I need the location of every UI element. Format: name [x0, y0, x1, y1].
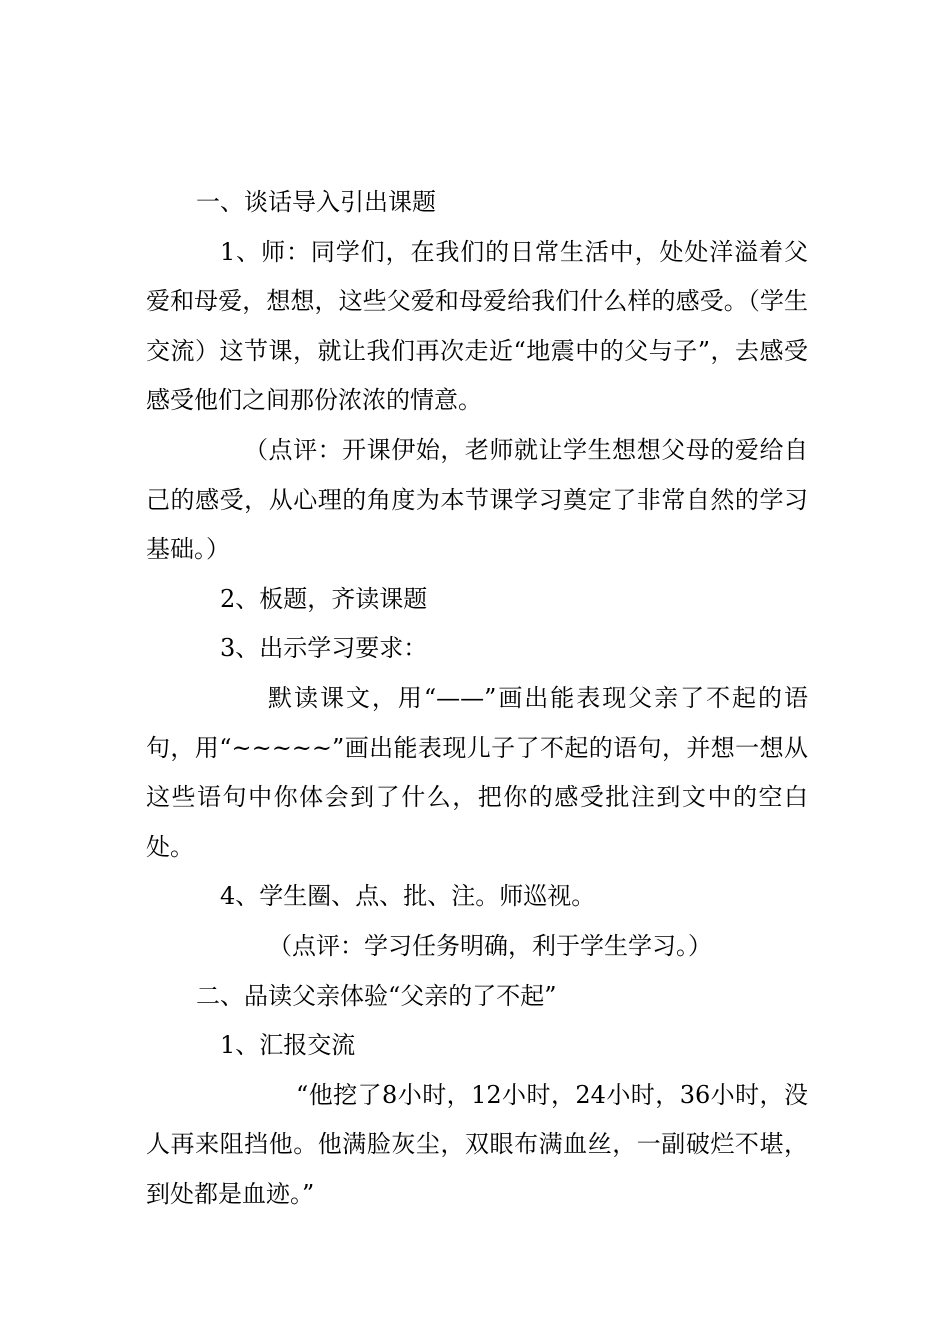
paragraph-reading-task: 默读课文，用“——”画出能表现父亲了不起的语句，用“~~~~~”画出能表现儿子了不起的语句，并想一想从这些语句中你体会到了什么，把你的感受批注到文中的空白处。 — [146, 683, 808, 861]
paragraph-step-3: 3、出示学习要求： — [220, 634, 428, 663]
paragraph-comment-1: （点评：开课伊始，老师就让学生想想父母的爱给自己的感受，从心理的角度为本节课学习奠定了非常自然的学习基础。） — [146, 435, 808, 564]
paragraph-step-4: 4、学生圈、点、批、注。师巡视。 — [220, 882, 596, 911]
paragraph-step-2: 2、板题，齐读课题 — [220, 584, 428, 613]
paragraph-quote: “他挖了8小时，12小时，24小时，36小时，没人再来阻挡他。他满脸灰尘，双眼布满血丝，一副破烂不堪，到处都是血迹。” — [146, 1080, 808, 1208]
section-heading-2: 二、品读父亲体验“父亲的了不起” — [196, 981, 557, 1010]
section-heading-1: 一、谈话导入引出课题 — [196, 188, 436, 216]
document-body — [146, 178, 808, 1219]
paragraph-report: 1、汇报交流 — [220, 1031, 356, 1060]
paragraph-teacher-intro: 1、师：同学们，在我们的日常生活中，处处洋溢着父爱和母爱，想想，这些父爱和母爱给我们什么样的感受。（学生交流）这节课，就让我们再次走近“地震中的父与子”，去感受感受他们之间那份浓浓的情意。 — [146, 237, 808, 415]
paragraph-comment-2: （点评：学习任务明确，利于学生学习。） — [268, 931, 712, 960]
